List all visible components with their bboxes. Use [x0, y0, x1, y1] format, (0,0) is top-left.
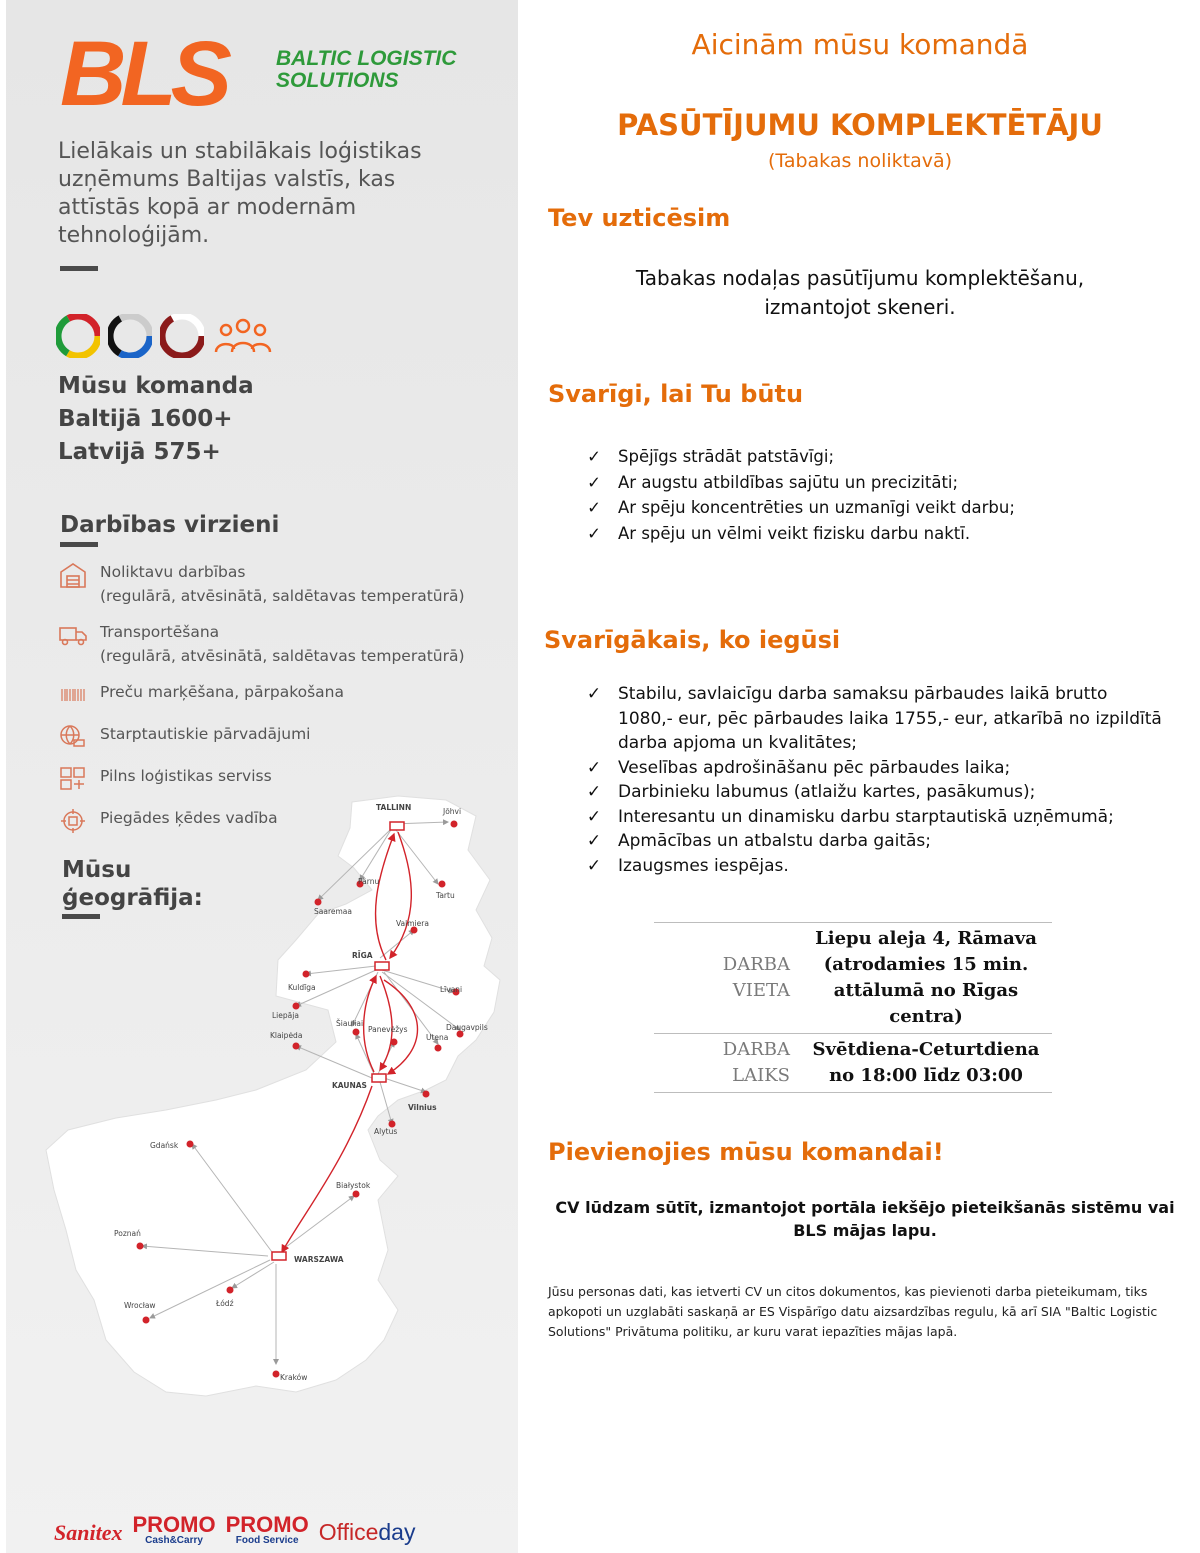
team-line-2: Baltijā 1600+ — [58, 406, 233, 432]
geography-title-line-1: Mūsu — [62, 857, 132, 883]
sanitex-logo: Sanitex — [54, 1520, 123, 1545]
chevron-check-icon: ✓ — [586, 831, 602, 851]
chevron-check-icon: ✓ — [586, 757, 602, 778]
label-line: DARBA — [722, 1039, 790, 1060]
list-item — [584, 521, 1144, 547]
time-line: Svētdiena-Ceturtdiena — [812, 1039, 1040, 1060]
city-label: Białystok — [336, 1181, 371, 1190]
job-title: PASŪTĪJUMU KOMPLEKTĒTĀJU — [617, 108, 1103, 142]
estonia-circle-icon — [108, 314, 152, 358]
activity-item — [58, 560, 508, 608]
company-tagline: Lielākais un stabilākais loģistikas uzņēmums Baltijas valstīs, kas attīstās kopā ar modernām tehnoloģijām. — [58, 139, 422, 248]
list-item — [584, 805, 1164, 830]
city-label: Łódź — [216, 1299, 234, 1308]
chevron-check-icon: ✓ — [586, 684, 602, 704]
geography-title-line-2: ģeogrāfija: — [62, 885, 203, 911]
promo-sub-label: Cash&Carry — [145, 1535, 203, 1546]
table-row — [654, 923, 1052, 1034]
checkmark-icon: ✓ — [587, 498, 601, 517]
city-label: Gdańsk — [150, 1141, 179, 1150]
activity-item — [58, 680, 508, 710]
activity-item — [58, 722, 508, 752]
cv-instructions: CV lūdzam sūtīt, izmantojot portāla iekšējo pieteikšanās sistēmu vai BLS mājas lapu. — [555, 1198, 1175, 1240]
city-label: Klaipėda — [270, 1031, 303, 1040]
officeday-logo — [319, 1519, 416, 1546]
logo-line-1: BALTIC LOGISTIC — [276, 47, 457, 70]
chevron-check-icon: ✓ — [586, 782, 602, 802]
list-item — [584, 829, 1164, 854]
promo-food-service-logo — [226, 1514, 309, 1546]
latvia-circle-icon — [160, 314, 204, 358]
city-label: Daugavpils — [446, 1023, 488, 1032]
checkmark-icon: ✓ — [587, 447, 601, 466]
truck-icon — [58, 620, 88, 650]
team-line-3: Latvijā 575+ — [58, 439, 221, 465]
chevron-check-icon: ✓ — [586, 806, 602, 827]
city-label: Vilnius — [408, 1103, 437, 1112]
time-line: no 18:00 līdz 03:00 — [829, 1065, 1023, 1086]
activity-label: Preču marķēšana, pārpakošana — [100, 683, 344, 701]
label-line: LAIKS — [732, 1065, 790, 1086]
city-label: TALLINN — [376, 803, 412, 812]
list-item — [584, 854, 1164, 879]
activity-item — [58, 620, 508, 668]
left-panel — [6, 0, 518, 1553]
activity-detail: (regulārā, atvēsinātā, saldētavas temperatūrā) — [100, 587, 465, 605]
activity-label: Pilns loģistikas serviss — [100, 767, 272, 785]
requirement-text: Ar augstu atbildības sajūtu un precizitāti; — [618, 472, 959, 492]
activity-label: Transportēšana — [100, 623, 220, 641]
promo-cash-carry-logo — [132, 1514, 215, 1546]
day-label: day — [378, 1519, 416, 1545]
activity-label: Noliktavu darbības — [100, 563, 246, 581]
divider — [60, 542, 98, 547]
promo-label: PROMO — [132, 1512, 216, 1537]
city-label: Panevėžys — [368, 1025, 408, 1034]
city-label: Šiauliai — [336, 1019, 364, 1028]
requirement-text: Spējīgs strādāt patstāvīgi; — [618, 447, 835, 466]
office-label: Office — [318, 1519, 379, 1545]
city-label: KAUNAS — [332, 1081, 367, 1090]
team-stats — [58, 370, 254, 469]
city-label: Saaremaa — [314, 907, 352, 916]
brand-logos — [54, 1514, 415, 1546]
city-label: Pärnu — [358, 877, 380, 886]
city-label: RĪGA — [352, 951, 373, 960]
divider — [60, 266, 98, 271]
time-label — [654, 1034, 800, 1093]
lithuania-circle-icon — [56, 314, 100, 358]
city-label: Utena — [426, 1033, 449, 1042]
logo-line-2: SOLUTIONS — [276, 69, 399, 92]
city-label: Wrocław — [124, 1301, 156, 1310]
list-item — [584, 495, 1144, 521]
benefit-text: Veselības apdrošināšanu pēc pārbaudes laika; — [618, 757, 1011, 778]
requirements-list — [584, 444, 1144, 546]
warehouse-icon — [58, 560, 88, 590]
job-subtitle: (Tabakas noliktavā) — [767, 150, 953, 172]
requirement-text: Ar spēju koncentrēties un uzmanīgi veikt darbu; — [618, 498, 1015, 517]
requirement-text: Ar spēju un vēlmi veikt fizisku darbu naktī. — [618, 523, 971, 543]
benefit-text: Izaugsmes iespējas. — [618, 855, 789, 876]
benefits-heading: Svarīgākais, ko iegūsi — [544, 626, 841, 654]
activity-detail: (regulārā, atvēsinātā, saldētavas temperatūrā) — [100, 647, 465, 665]
country-logos — [56, 314, 274, 358]
bls-logo-subtitle — [276, 48, 456, 92]
globe-truck-icon — [58, 722, 88, 752]
activities-title: Darbības virzieni — [60, 512, 280, 538]
activity-label: Starptautiskie pārvadājumi — [100, 725, 311, 743]
table-row — [654, 1034, 1052, 1093]
list-item — [584, 756, 1164, 781]
checkmark-icon: ✓ — [587, 472, 601, 492]
city-label: Valmiera — [396, 919, 429, 928]
trust-heading: Tev uzticēsim — [548, 204, 731, 232]
checkmark-icon: ✓ — [587, 523, 601, 543]
bls-logo: BLS — [60, 23, 226, 125]
city-label: Kuldīga — [288, 983, 316, 992]
people-group-icon — [212, 316, 274, 356]
list-item — [584, 444, 1144, 470]
activity-label: Piegādes ķēdes vadība — [100, 809, 278, 827]
benefit-text: Darbinieku labumus (atlaižu kartes, pasākumus); — [618, 782, 1036, 802]
job-details-table — [654, 922, 1052, 1093]
team-line-1: Mūsu komanda — [58, 373, 254, 399]
city-label: Kraków — [280, 1373, 308, 1382]
benefits-list — [584, 682, 1164, 878]
label-line: DARBA — [722, 954, 790, 975]
list-item — [584, 780, 1164, 805]
benefit-text: Interesantu un dinamisku darbu starptautiskā uzņēmumā; — [618, 806, 1114, 827]
barcode-icon — [58, 680, 88, 710]
list-item — [584, 470, 1144, 496]
baltic-map — [6, 780, 518, 1480]
city-label: WARSZAWA — [294, 1255, 344, 1264]
chevron-check-icon: ✓ — [586, 855, 602, 876]
city-label: Liepāja — [272, 1011, 299, 1020]
promo-sub-label: Food Service — [235, 1535, 299, 1546]
city-label: Poznań — [114, 1229, 141, 1238]
city-label: Līvani — [440, 985, 463, 994]
city-label: Jõhvi — [443, 807, 462, 816]
privacy-notice: Jūsu personas dati, kas ietverti CV un citos dokumentos, kas pievienoti darba pieteikumam, tiks apkopoti un uzglabāti saskaņā ar ES Vispārīgo datu aizsardzības regulu, kā arī SIA "Baltic Logistic Solutions" Privātuma politiku, ar kuru varat iepazīties mājas lapā. — [548, 1284, 1158, 1339]
city-label: Alytus — [374, 1127, 398, 1136]
trust-text: Tabakas nodaļas pasūtījumu komplektēšanu, izmantojot skeneri. — [635, 266, 1085, 319]
invite-heading: Aicinām mūsu komandā — [691, 28, 1029, 61]
time-value — [800, 1034, 1052, 1093]
list-item — [584, 682, 1164, 756]
map-land — [46, 796, 500, 1396]
requirements-heading: Svarīgi, lai Tu būtu — [548, 380, 804, 408]
place-value: Liepu aleja 4, Rāmava (atrodamies 15 min. attālumā no Rīgas centra) — [815, 928, 1037, 1027]
benefit-text: Apmācības un atbalstu darba gaitās; — [618, 831, 932, 851]
promo-label: PROMO — [225, 1512, 309, 1537]
city-label: Tartu — [436, 891, 455, 900]
place-label — [654, 923, 800, 1034]
label-line: VIETA — [732, 980, 790, 1001]
join-heading: Pievienojies mūsu komandai! — [548, 1138, 944, 1166]
benefit-text: Stabilu, savlaicīgu darba samaksu pārbaudes laikā brutto 1080,- eur, pēc pārbaudes laika 1755,- eur, atkarībā no izpildītā darba apjoma un kvalitātes; — [618, 684, 1162, 753]
right-panel — [520, 0, 1200, 1553]
